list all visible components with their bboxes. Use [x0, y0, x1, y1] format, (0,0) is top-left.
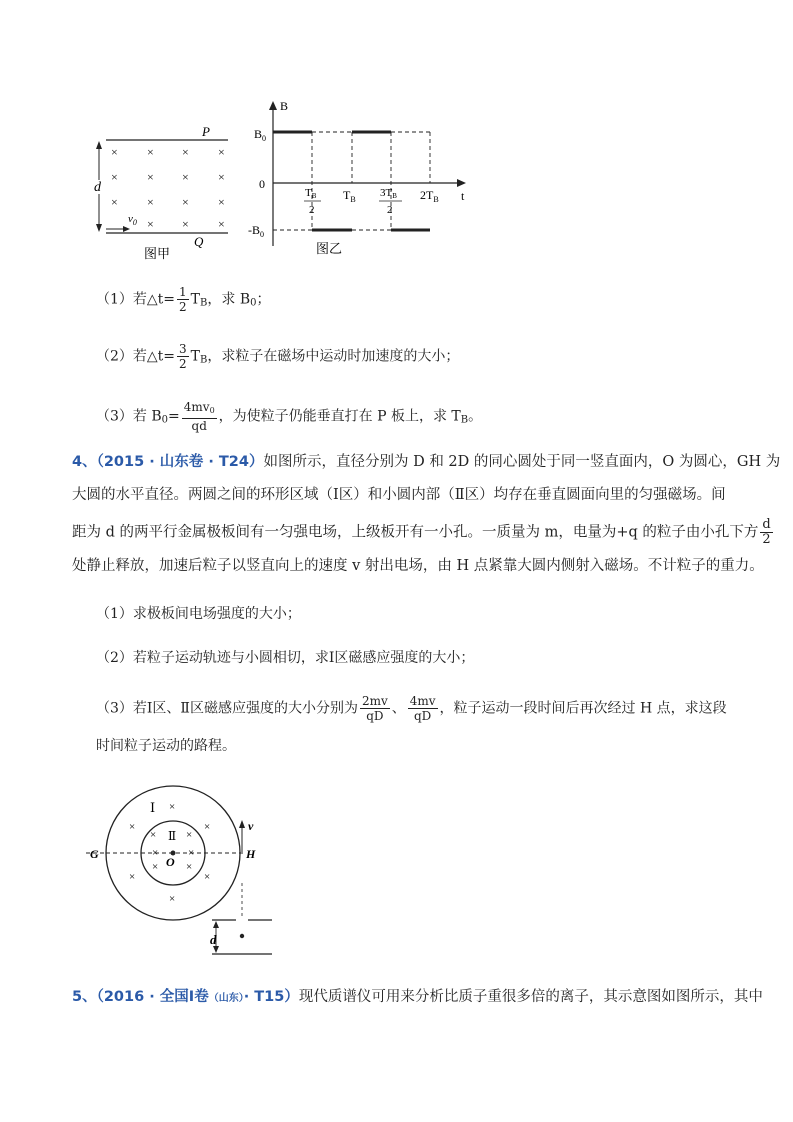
field-cross: ×	[218, 170, 225, 184]
b0-label: $B_0$	[254, 127, 267, 143]
field-cross: ×	[147, 170, 154, 184]
tick-3tb-half: 3TB	[380, 187, 397, 200]
field-cross: ×	[129, 821, 136, 833]
field-cross: ×	[218, 195, 225, 209]
axis-t-label: t	[461, 189, 465, 203]
caption-yi: 图乙	[316, 241, 343, 256]
label-h: H	[246, 847, 256, 861]
label-region-2: Ⅱ	[168, 829, 177, 843]
b-field-segments	[273, 132, 430, 230]
field-cross: ×	[169, 801, 176, 813]
field-cross: ×	[147, 217, 154, 231]
field-cross: ×	[182, 217, 189, 231]
tick-tb-half: TB	[305, 187, 317, 200]
field-cross: ×	[111, 170, 118, 184]
zero-label: 0	[259, 177, 265, 191]
svg-text:2: 2	[387, 204, 393, 216]
field-cross: ×	[186, 861, 193, 873]
field-cross: ×	[182, 145, 189, 159]
tick-2tb: $2T_B$	[420, 188, 439, 204]
q4-label: 4、（2015 · 山东卷 · T24）	[72, 454, 264, 470]
q4-line1: 4、（2015 · 山东卷 · T24）如图所示，直径分别为 D 和 2D 的同心圆处于同一竖直面内，O 为圆心，GH 为	[72, 454, 781, 470]
q4-line2: 大圆的水平直径。两圆之间的环形区域（Ⅰ区）和小圆内部（Ⅱ区）均存在垂直圆面向里的匀强磁场。间	[72, 487, 726, 503]
q4-sub2: （2）若粒子运动轨迹与小圆相切，求Ⅰ区磁感应强度的大小；	[96, 650, 475, 666]
field-cross: ×	[152, 847, 159, 859]
field-cross: ×	[150, 829, 157, 841]
q5-line1: 5、（2016 · 全国Ⅰ卷（山东）· T15）现代质谱仪可用来分析比质子重很多倍的离子，其示意图如图所示，其中	[72, 989, 763, 1005]
field-cross: ×	[129, 871, 136, 883]
field-cross: ×	[111, 195, 118, 209]
caption-jia: 图甲	[144, 246, 171, 261]
label-q: Q	[194, 234, 204, 249]
field-cross: ×	[147, 195, 154, 209]
field-cross: ×	[218, 217, 225, 231]
field-cross: ×	[186, 829, 193, 841]
field-cross: ×	[152, 861, 159, 873]
figure-concentric-circles	[86, 784, 276, 960]
field-cross: ×	[182, 195, 189, 209]
q4-sub1: （1）求极板间电场强度的大小；	[96, 606, 301, 622]
label-v: v	[248, 819, 254, 833]
label-d: d	[210, 932, 217, 947]
label-g: G	[90, 847, 99, 861]
dashed-guides	[273, 132, 430, 230]
svg-text:2: 2	[309, 204, 315, 216]
q4-sub3-line2: 时间粒子运动的路程。	[96, 738, 236, 754]
label-o: O	[166, 855, 175, 869]
axis-b-label: B	[280, 99, 289, 113]
field-cross: ×	[147, 145, 154, 159]
particle	[240, 934, 244, 938]
field-cross: ×	[218, 145, 225, 159]
q4-line4: 处静止释放，加速后粒子以竖直向上的速度 v 射出电场，由 H 点紧靠大圆内侧射入磁场。不计粒子的重力。	[72, 558, 764, 574]
field-cross: ×	[188, 847, 195, 859]
label-d: d	[94, 180, 101, 195]
field-cross: ×	[204, 871, 211, 883]
figure-yi	[248, 98, 478, 264]
label-p: P	[202, 124, 210, 139]
q3-sub1: （1）若△t= $\frac{1}{2}$ $T_B$，求 $B_0$；	[96, 285, 271, 314]
label-region-1: Ⅰ	[150, 800, 156, 815]
label-v0: $v_0$	[128, 213, 137, 227]
field-cross: ×	[111, 145, 118, 159]
tick-tb: $T_B$	[343, 188, 356, 204]
figure-jia	[88, 118, 238, 266]
field-cross: ×	[182, 170, 189, 184]
q3-sub2: （2）若△t= $\frac{3}{2}$ $T_B$，求粒子在磁场中运动时加速度的大小；	[96, 342, 460, 371]
q5-label: 5、（2016 · 全国Ⅰ卷	[72, 989, 209, 1005]
field-cross: ×	[169, 893, 176, 905]
q4-sub3: （3）若Ⅰ区、Ⅱ区磁感应强度的大小分别为 $\frac{2mv}{qD}$ 、 $\frac{4mv}{qD}$ ，粒子运动一段时间后再次经过 H 点，求这段	[96, 694, 727, 723]
q3-sub3: （3）若 $B_0=$ $\frac{4mv0}{qd}$ ，为使粒子仍能垂直打在 P 板上，求 $T_B$。	[96, 400, 483, 433]
field-cross: ×	[204, 821, 211, 833]
neg-b0-label: $-B_0$	[248, 223, 264, 239]
q4-line3: 距为 d 的两平行金属极板间有一匀强电场，上级板开有一小孔。一质量为 m，电量为+q 的粒子由小孔下方 $\frac{d}{2}$	[72, 517, 771, 547]
